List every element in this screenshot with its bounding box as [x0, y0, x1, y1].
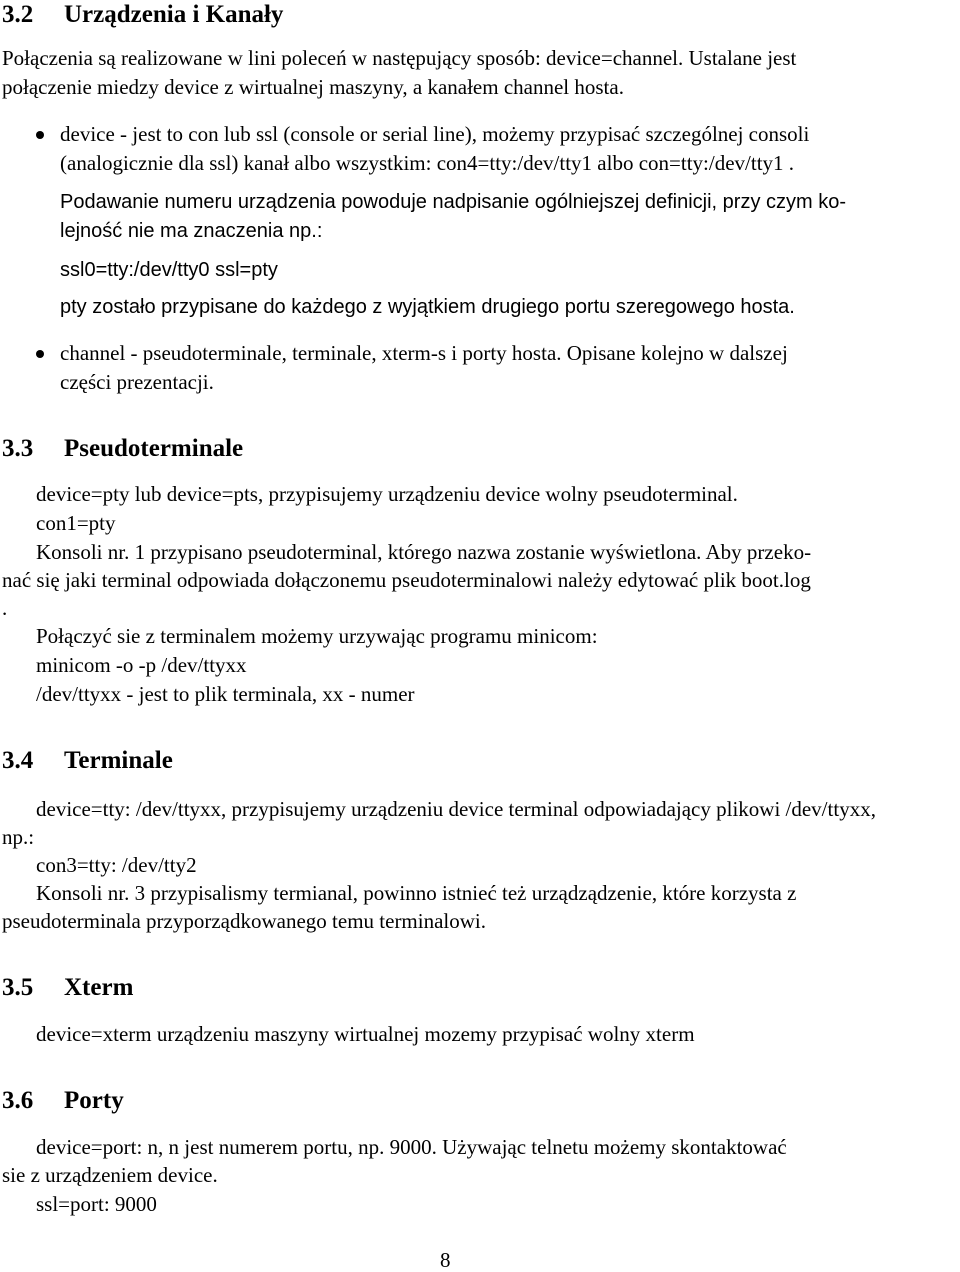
paragraph-line: device=pty lub device=pts, przypisujemy urządzeniu device wolny pseudoterminal.: [36, 482, 738, 506]
paragraph-line: /dev/ttyxx - jest to plik terminala, xx - numer: [36, 682, 415, 706]
list-item-line: części prezentacji.: [60, 370, 214, 394]
list-item-paragraph-line: lejność nie ma znaczenia np.:: [60, 220, 323, 242]
section-heading-3-6: [2, 1086, 124, 1116]
list-item-line: device - jest to con lub ssl (console or serial line), możemy przypisać szczególnej consoli: [60, 122, 810, 146]
paragraph-line: Połączenia są realizowane w lini poleceń w następujący sposób: device=channel. Ustalane jest: [2, 46, 797, 70]
section-number: 3.2: [2, 1, 34, 28]
section-title: Porty: [64, 1087, 124, 1114]
section-heading-3-3: [2, 434, 243, 464]
code-example: ssl0=tty:/dev/tty0 ssl=pty: [60, 259, 278, 281]
paragraph-line: połączenie miedzy device z wirtualnej maszyny, a kanałem channel hosta.: [2, 75, 624, 99]
paragraph-line: device=port: n, n jest numerem portu, np. 9000. Używając telnetu możemy skontaktować: [36, 1135, 787, 1159]
section-heading-3-4: [2, 746, 173, 776]
section-title: Terminale: [64, 747, 173, 774]
list-item-note: pty zostało przypisane do każdego z wyjątkiem drugiego portu szeregowego hosta.: [60, 296, 795, 318]
paragraph-line: con1=pty: [36, 511, 116, 535]
paragraph-line: np.:: [2, 825, 35, 849]
paragraph-line: Konsoli nr. 1 przypisano pseudoterminal, którego nazwa zostanie wyświetlona. Aby przeko-: [36, 540, 812, 564]
section-heading-3-5: [2, 973, 133, 1003]
section-number: 3.5: [2, 974, 34, 1001]
section-heading-3-2: [2, 0, 283, 30]
list-item-paragraph-line: Podawanie numeru urządzenia powoduje nadpisanie ogólniejszej definicji, przy czym ko-: [60, 191, 846, 213]
section-number: 3.3: [2, 435, 34, 462]
section-title: Xterm: [64, 974, 134, 1001]
section-title: Pseudoterminale: [64, 435, 244, 462]
section-title: Urządzenia i Kanały: [64, 1, 284, 28]
paragraph-line: device=tty: /dev/ttyxx, przypisujemy urządzeniu device terminal odpowiadający plikowi /dev/ttyxx,: [36, 797, 876, 821]
paragraph-line: device=xterm urządzeniu maszyny wirtualnej mozemy przypisać wolny xterm: [36, 1022, 695, 1046]
paragraph-line: .: [2, 596, 8, 620]
paragraph-line: Połączyć sie z terminalem możemy urzywając programu minicom:: [36, 624, 598, 648]
section-number: 3.6: [2, 1087, 34, 1114]
paragraph-line: con3=tty: /dev/tty2: [36, 853, 197, 877]
list-item-line: (analogicznie dla ssl) kanał albo wszystkim: con4=tty:/dev/tty1 albo con=tty:/dev/tty1 .: [60, 151, 795, 175]
paragraph-line: ssl=port: 9000: [36, 1192, 157, 1216]
paragraph-line: minicom -o -p /dev/ttyxx: [36, 653, 247, 677]
bullet-icon: [36, 131, 44, 139]
paragraph-line: sie z urządzeniem device.: [2, 1163, 218, 1187]
paragraph-line: Konsoli nr. 3 przypisalismy termianal, powinno istnieć też urządządzenie, które korzysta z: [36, 881, 797, 905]
page-number: 8: [440, 1248, 451, 1272]
section-number: 3.4: [2, 747, 34, 774]
paragraph-line: pseudoterminala przyporządkowanego temu terminalowi.: [2, 909, 487, 933]
paragraph-line: nać się jaki terminal odpowiada dołączonemu pseudoterminalowi należy edytować plik boot.log: [2, 568, 811, 592]
list-item-line: channel - pseudoterminale, terminale, xterm-s i porty hosta. Opisane kolejno w dalszej: [60, 341, 788, 365]
bullet-icon: [36, 350, 44, 358]
